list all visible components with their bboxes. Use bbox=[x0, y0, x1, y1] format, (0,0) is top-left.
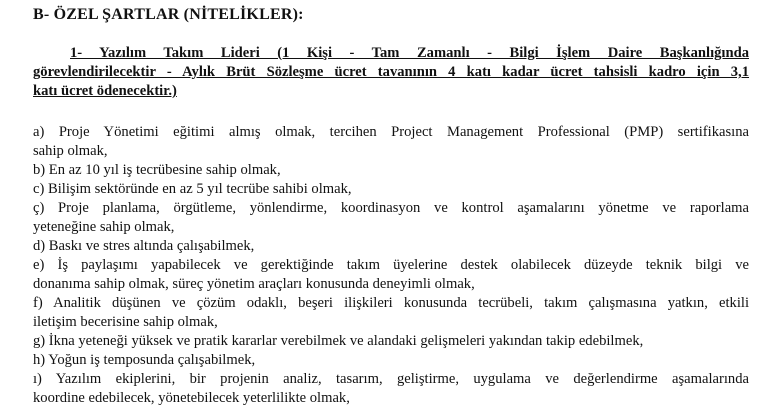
requirement-line: koordine edebilecek, yönetebilecek yeterlilikte olmak, bbox=[33, 390, 350, 406]
position-line-1: 1- Yazılım Takım Lideri (1 Kişi - Tam Zamanlı - Bilgi İşlem Daire Başkanlığında bbox=[70, 45, 749, 61]
requirement-line: h) Yoğun iş temposunda çalışabilmek, bbox=[33, 352, 256, 368]
position-line-2: görevlendirilecektir - Aylık Brüt Sözleşme ücret tavanının 4 katı kadar ücret tahsisli kadro için 3,1 bbox=[33, 64, 749, 80]
requirement-line: sahip olmak, bbox=[33, 143, 108, 159]
requirement-line: donanıma sahip olmak, süreç yönetim araçları konusunda deneyimli olmak, bbox=[33, 276, 475, 292]
requirement-line: c) Bilişim sektöründe en az 5 yıl tecrübe sahibi olmak, bbox=[33, 181, 352, 197]
section-heading: B- ÖZEL ŞARTLAR (NİTELİKLER): bbox=[33, 6, 304, 23]
position-line-3: katı ücret ödenecektir.) bbox=[33, 83, 177, 99]
requirement-line: ç) Proje planlama, örgütleme, yönlendirme, koordinasyon ve kontrol aşamalarını yönetme ve raporlama bbox=[33, 200, 749, 216]
requirement-line: ı) Yazılım ekiplerini, bir projenin analiz, tasarım, geliştirme, uygulama ve değerlendirme aşamalarında bbox=[33, 371, 749, 387]
requirement-line: d) Baskı ve stres altında çalışabilmek, bbox=[33, 238, 255, 254]
requirement-line: f) Analitik düşünen ve çözüm odaklı, beşeri ilişkileri konusunda tecrübeli, takım çalışmasına yatkın, etkili bbox=[33, 295, 749, 311]
requirement-line: g) İkna yeteneği yüksek ve pratik kararlar verebilmek ve alandaki gelişmeleri yakından takip edebilmek, bbox=[33, 333, 644, 349]
requirement-line: b) En az 10 yıl iş tecrübesine sahip olmak, bbox=[33, 162, 281, 178]
requirement-line: yeteneğine sahip olmak, bbox=[33, 219, 175, 235]
requirement-line: a) Proje Yönetimi eğitimi almış olmak, tercihen Project Management Professional (PMP) sertifikasına bbox=[33, 124, 749, 140]
requirement-line: e) İş paylaşımı yapabilecek ve gerektiğinde takım üyelerine destek olabilecek düzeyde teknik bilgi ve bbox=[33, 257, 749, 273]
requirement-line: iletişim becerisine sahip olmak, bbox=[33, 314, 218, 330]
position-title bbox=[33, 44, 749, 101]
